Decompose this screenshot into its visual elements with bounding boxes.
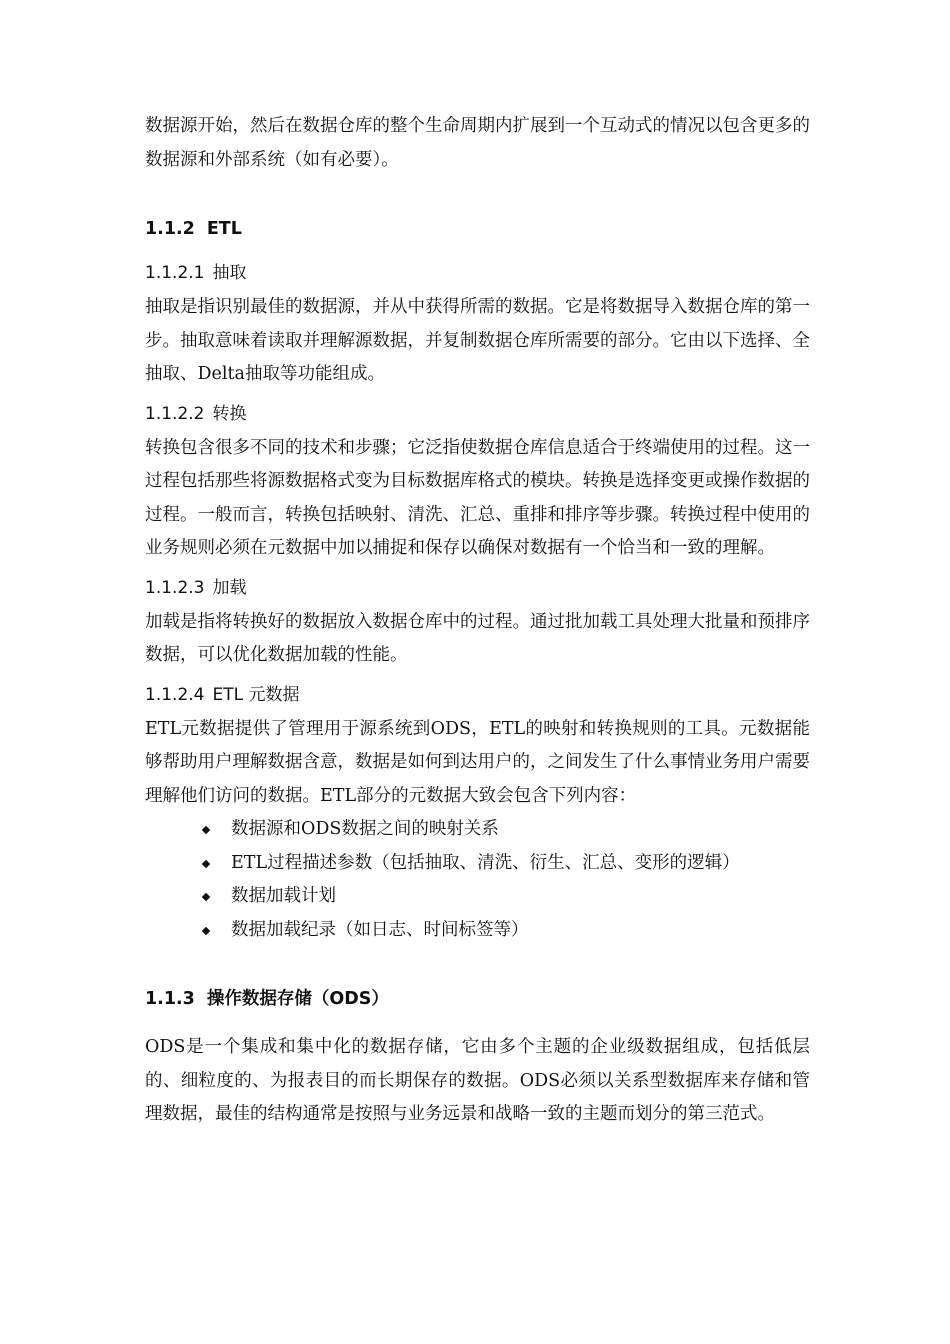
extract-paragraph: 抽取是指识别最佳的数据源，并从中获得所需的数据。它是将数据导入数据仓库的第一步。抽取意味着读取并理解源数据，并复制数据仓库所需要的部分。它由以下选择、全抽取、Delta抽取等功能组成。 xyxy=(145,297,810,384)
list-item xyxy=(203,813,810,847)
etl-metadata-list xyxy=(145,813,810,947)
heading-ods xyxy=(145,987,810,1011)
heading-title: 加载 xyxy=(212,577,247,598)
transform-paragraph: 转换包含很多不同的技术和步骤；它泛指使数据仓库信息适合于终端使用的过程。这一过程包括那些将源数据格式变为目标数据库格式的模块。转换是选择变更或操作数据的过程。一般而言，转换包括映射、清洗、汇总、重排和排序等步骤。转换过程中使用的业务规则必须在元数据中加以捕捉和保存以确保对数据有一个恰当和一致的理解。 xyxy=(145,437,810,558)
heading-title: ETL xyxy=(206,219,242,239)
document-page xyxy=(145,110,810,1132)
list-item-text: ETL过程描述参数（包括抽取、清洗、衍生、汇总、变形的逻辑） xyxy=(231,852,740,873)
diamond-bullet-icon xyxy=(202,826,210,834)
heading-title: 转换 xyxy=(212,403,247,424)
diamond-bullet-icon xyxy=(202,893,210,901)
etl-metadata-paragraph: ETL元数据提供了管理用于源系统到ODS，ETL的映射和转换规则的工具。元数据能够帮助用户理解数据含意，数据是如何到达用户的，之间发生了什么事情业务用户需要理解他们访问的数据。ETL部分的元数据大致会包含下列内容： xyxy=(145,718,810,806)
list-item xyxy=(203,880,810,914)
heading-number: 1.1.3 xyxy=(145,989,195,1009)
heading-title: ETL 元数据 xyxy=(212,684,300,705)
heading-etl xyxy=(145,217,810,241)
heading-title: 操作数据存储（ODS） xyxy=(206,989,389,1009)
diamond-bullet-icon xyxy=(202,926,210,934)
heading-transform xyxy=(145,402,810,426)
heading-number: 1.1.2.3 xyxy=(145,577,205,598)
intro-paragraph: 数据源开始，然后在数据仓库的整个生命周期内扩展到一个互动式的情况以包含更多的数据源和外部系统（如有必要）。 xyxy=(145,116,810,170)
heading-number: 1.1.2.2 xyxy=(145,403,205,424)
heading-extract xyxy=(145,261,810,285)
list-item-text: 数据源和ODS数据之间的映射关系 xyxy=(231,819,499,839)
diamond-bullet-icon xyxy=(202,859,210,867)
list-item xyxy=(203,914,810,948)
heading-etl-metadata xyxy=(145,683,810,707)
heading-number: 1.1.2.4 xyxy=(145,684,205,705)
heading-title: 抽取 xyxy=(212,263,247,283)
list-item-text: 数据加载计划 xyxy=(231,886,336,906)
ods-paragraph: ODS是一个集成和集中化的数据存储，它由多个主题的企业级数据组成，包括低层的、细粒度的、为报表目的而长期保存的数据。ODS必须以关系型数据库来存储和管理数据，最佳的结构通常是按照与业务远景和战略一致的主题而划分的第三范式。 xyxy=(145,1037,810,1124)
heading-number: 1.1.2.1 xyxy=(145,263,205,283)
load-paragraph: 加载是指将转换好的数据放入数据仓库中的过程。通过批加载工具处理大批量和预排序数据，可以优化数据加载的性能。 xyxy=(145,611,810,665)
heading-load xyxy=(145,576,810,600)
list-item xyxy=(203,847,810,881)
heading-number: 1.1.2 xyxy=(145,219,195,239)
list-item-text: 数据加载纪录（如日志、时间标签等） xyxy=(231,919,529,940)
